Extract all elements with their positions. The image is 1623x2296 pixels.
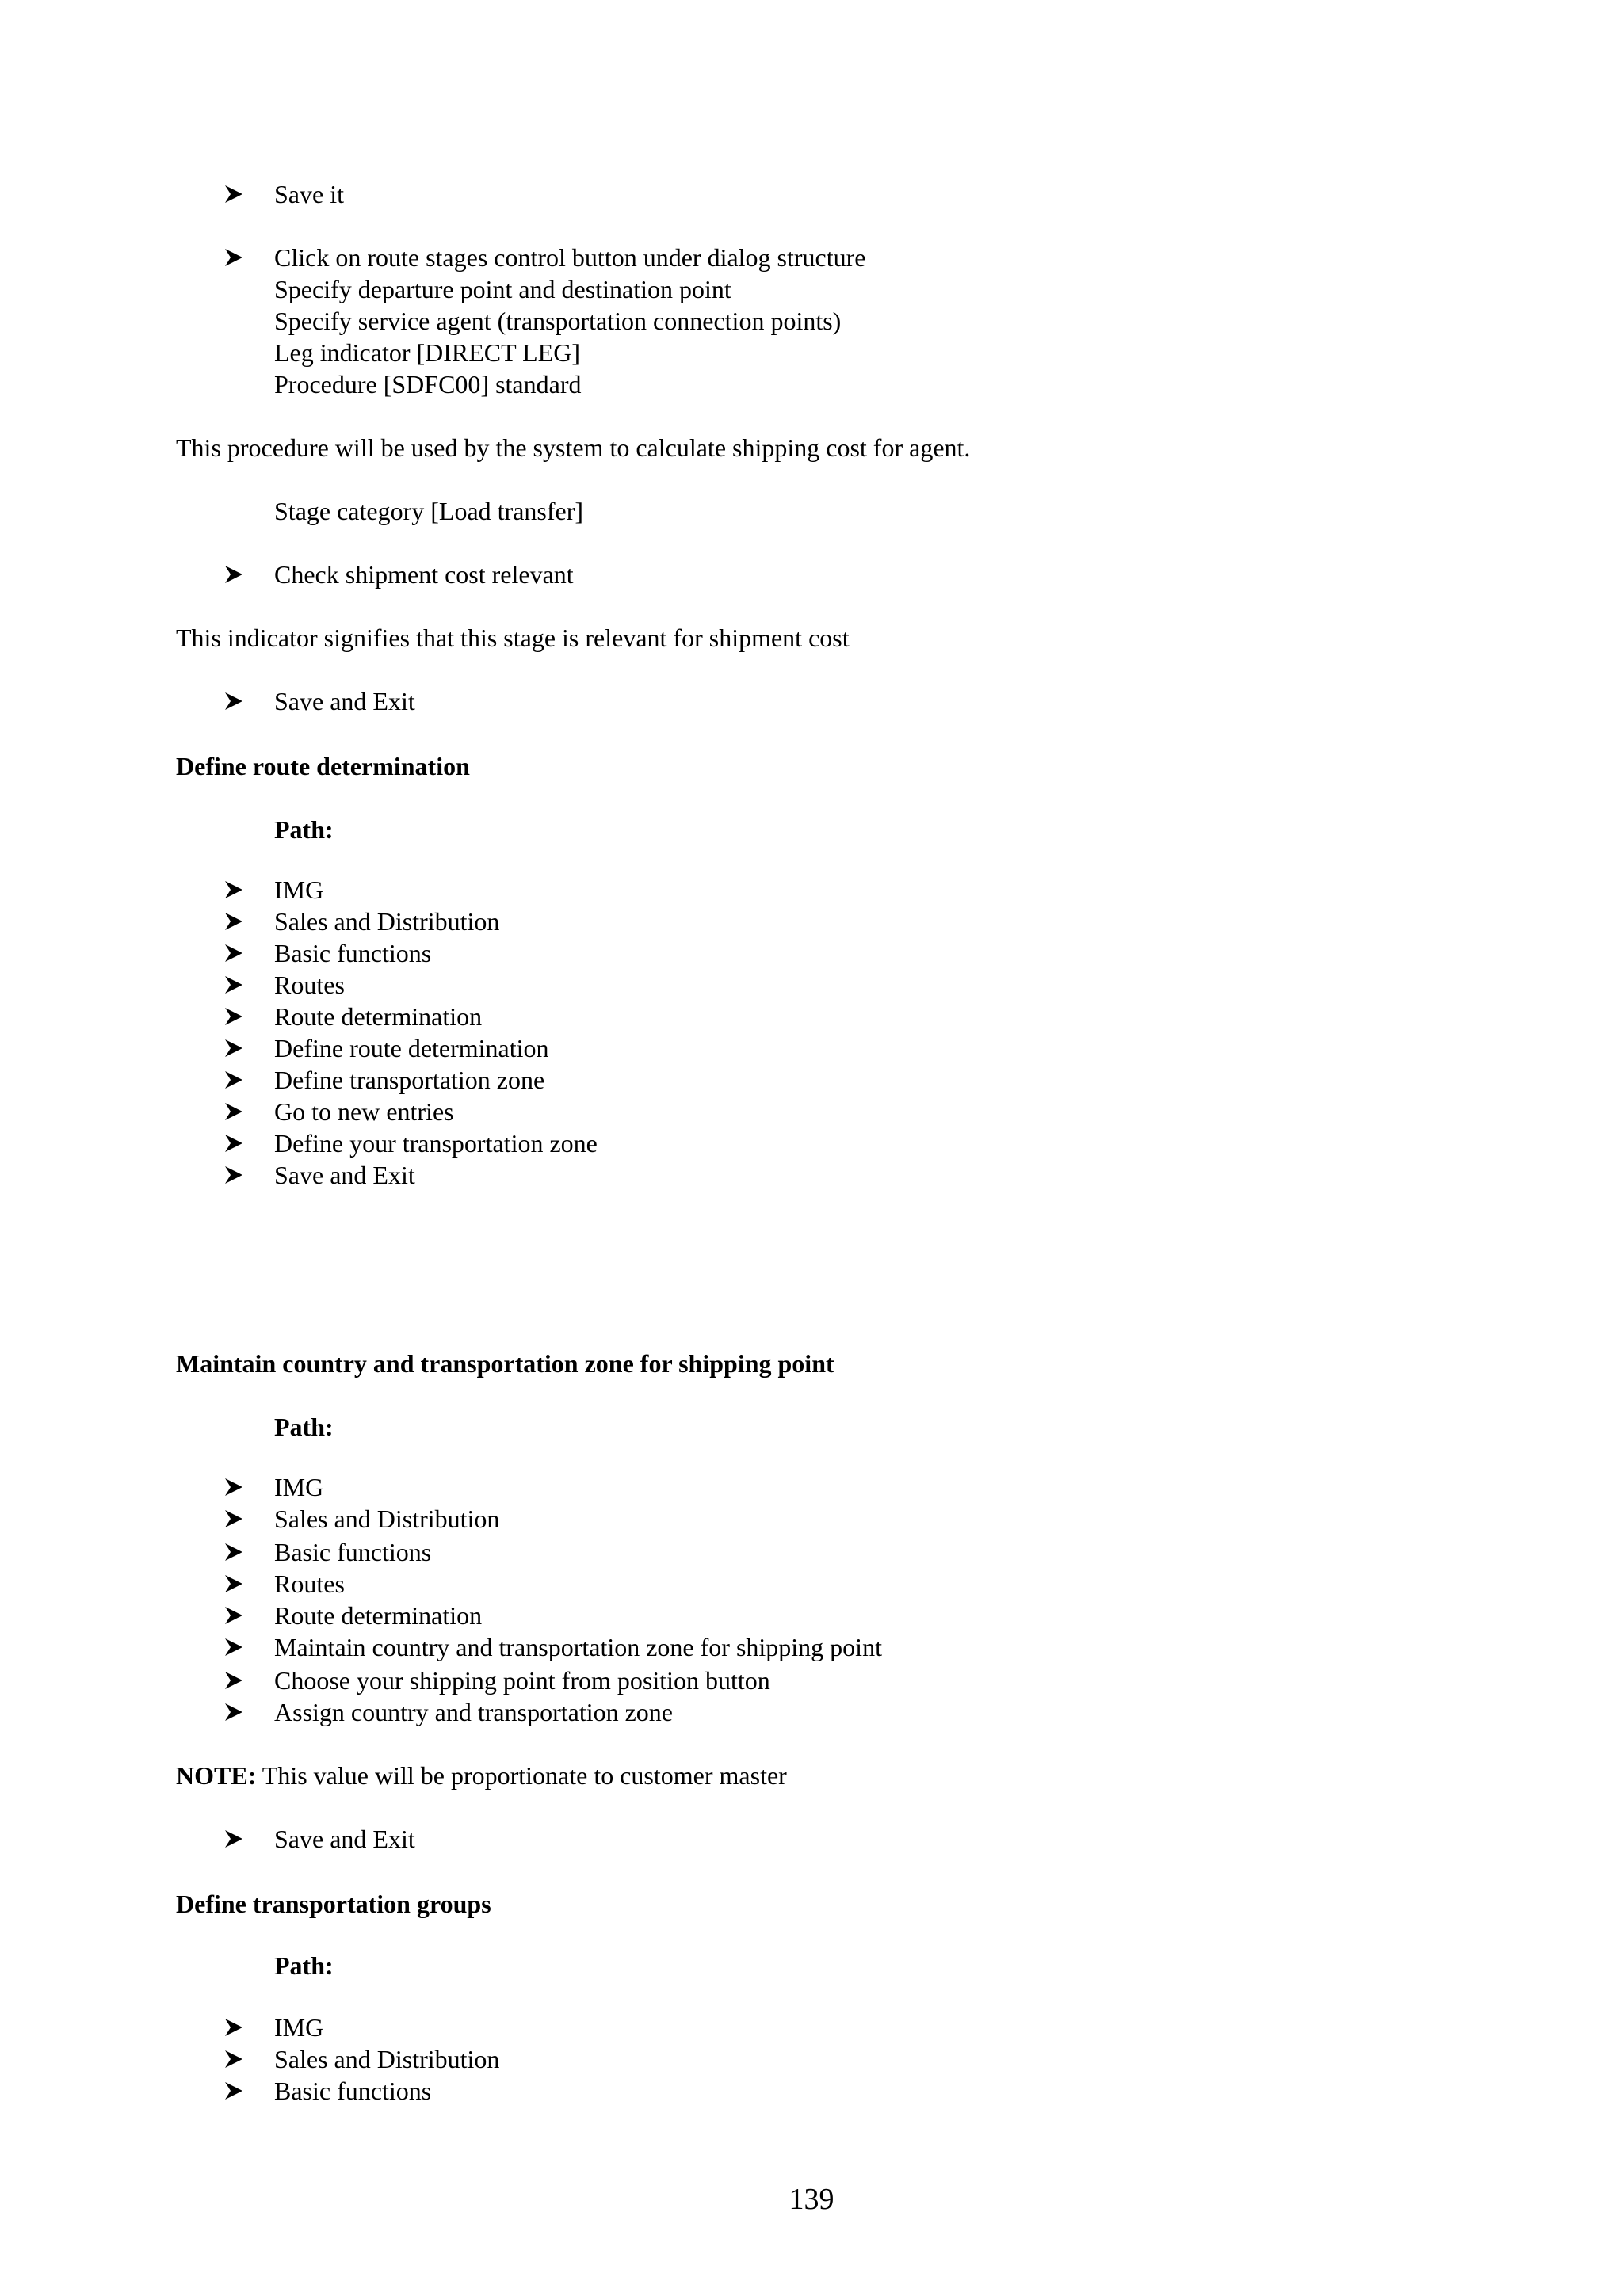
section-heading xyxy=(0,1889,1623,1919)
paragraph xyxy=(0,623,1623,653)
bullet-item xyxy=(0,1632,1623,1662)
bullet-item xyxy=(0,1128,1623,1158)
bullet-item xyxy=(0,2076,1623,2106)
arrowhead-bullet-icon xyxy=(223,1827,247,1857)
indented-text: Procedure [SDFC00] standard xyxy=(274,370,582,399)
bullet-item xyxy=(0,1504,1623,1534)
paragraph-text: This procedure will be used by the system to calculate shipping cost for agent. xyxy=(176,433,971,462)
bullet-item xyxy=(0,2012,1623,2042)
bullet-item xyxy=(0,1537,1623,1567)
arrowhead-bullet-icon xyxy=(223,1700,247,1730)
bullet-text: Save it xyxy=(274,180,344,208)
path-label-text: Path: xyxy=(274,1951,334,1980)
bullet-item xyxy=(0,1824,1623,1854)
bullet-text: Basic functions xyxy=(274,1538,432,1566)
bullet-text: Click on route stages control button under dialog structure xyxy=(274,243,866,272)
arrowhead-bullet-icon xyxy=(223,1507,247,1537)
bullet-text: Define your transportation zone xyxy=(274,1129,598,1158)
arrowhead-bullet-icon xyxy=(223,1163,247,1193)
heading-text: Define transportation groups xyxy=(176,1890,491,1918)
bullet-item xyxy=(0,938,1623,968)
bullet-item xyxy=(0,559,1623,589)
arrowhead-bullet-icon xyxy=(223,1131,247,1161)
bullet-text: Sales and Distribution xyxy=(274,907,500,936)
bullet-text: Sales and Distribution xyxy=(274,2045,500,2073)
indented-line xyxy=(0,306,1623,336)
arrowhead-bullet-icon xyxy=(223,1604,247,1634)
path-label xyxy=(0,1412,1623,1442)
note-paragraph xyxy=(0,1760,1623,1791)
arrowhead-bullet-icon xyxy=(223,910,247,940)
paragraph-text: This indicator signifies that this stage is relevant for shipment cost xyxy=(176,624,850,652)
arrowhead-bullet-icon xyxy=(223,973,247,1003)
bullet-item xyxy=(0,970,1623,1000)
bullet-item xyxy=(0,179,1623,209)
bullet-text: Sales and Distribution xyxy=(274,1505,500,1533)
bullet-item xyxy=(0,1472,1623,1502)
bullet-text: Save and Exit xyxy=(274,1825,415,1853)
arrowhead-bullet-icon xyxy=(223,1036,247,1066)
bullet-text: IMG xyxy=(274,2013,324,2042)
bullet-item xyxy=(0,1160,1623,1190)
note-text-wrap xyxy=(176,1760,787,1791)
bullet-item xyxy=(0,1665,1623,1695)
indented-line xyxy=(0,369,1623,399)
arrowhead-bullet-icon xyxy=(223,1100,247,1130)
bullet-item xyxy=(0,906,1623,936)
path-label-text: Path: xyxy=(274,815,334,844)
note-text: This value will be proportionate to customer master xyxy=(256,1761,787,1790)
page-number: 139 xyxy=(789,2183,834,2216)
bullet-item xyxy=(0,1001,1623,1032)
bullet-item xyxy=(0,2044,1623,2074)
bullet-item xyxy=(0,875,1623,905)
arrowhead-bullet-icon xyxy=(223,2079,247,2109)
bullet-item xyxy=(0,686,1623,716)
arrowhead-bullet-icon xyxy=(223,1572,247,1602)
bullet-text: Basic functions xyxy=(274,939,432,967)
bullet-item xyxy=(0,1697,1623,1727)
bullet-text: Basic functions xyxy=(274,2077,432,2105)
bullet-text: Route determination xyxy=(274,1601,483,1630)
arrowhead-bullet-icon xyxy=(223,2016,247,2046)
heading-text: Maintain country and transportation zone for shipping point xyxy=(176,1349,834,1378)
indented-line xyxy=(0,338,1623,368)
bullet-text: IMG xyxy=(274,875,324,904)
heading-text: Define route determination xyxy=(176,752,470,780)
section-heading xyxy=(0,1348,1623,1379)
note-label: NOTE: xyxy=(176,1761,257,1790)
bullet-text: Go to new entries xyxy=(274,1097,454,1126)
arrowhead-bullet-icon xyxy=(223,1669,247,1699)
bullet-text: Routes xyxy=(274,971,345,999)
bullet-item xyxy=(0,1569,1623,1599)
arrowhead-bullet-icon xyxy=(223,878,247,908)
arrowhead-bullet-icon xyxy=(223,2047,247,2077)
arrowhead-bullet-icon xyxy=(223,1475,247,1505)
bullet-item xyxy=(0,1065,1623,1095)
bullet-text: Save and Exit xyxy=(274,1161,415,1189)
bullet-item xyxy=(0,1097,1623,1127)
indented-text: Specify departure point and destination point xyxy=(274,275,731,303)
bullet-text: Choose your shipping point from position button xyxy=(274,1666,770,1695)
arrowhead-bullet-icon xyxy=(223,246,247,276)
arrowhead-bullet-icon xyxy=(223,182,247,212)
bullet-text: Define transportation zone xyxy=(274,1066,545,1094)
path-label-text: Path: xyxy=(274,1413,334,1441)
arrowhead-bullet-icon xyxy=(223,563,247,593)
bullet-item xyxy=(0,1600,1623,1630)
arrowhead-bullet-icon xyxy=(223,1005,247,1035)
bullet-text: Assign country and transportation zone xyxy=(274,1698,673,1726)
bullet-text: Route determination xyxy=(274,1002,483,1031)
indented-line xyxy=(0,274,1623,304)
arrowhead-bullet-icon xyxy=(223,1540,247,1570)
path-label xyxy=(0,814,1623,845)
arrowhead-bullet-icon xyxy=(223,941,247,971)
bullet-text: Save and Exit xyxy=(274,687,415,715)
indented-text: Leg indicator [DIRECT LEG] xyxy=(274,338,580,367)
arrowhead-bullet-icon xyxy=(223,1068,247,1098)
indented-text: Specify service agent (transportation connection points) xyxy=(274,307,842,335)
paragraph xyxy=(0,433,1623,463)
bullet-text: Check shipment cost relevant xyxy=(274,560,574,589)
bullet-item xyxy=(0,1033,1623,1063)
bullet-text: Routes xyxy=(274,1569,345,1598)
indented-text: Stage category [Load transfer] xyxy=(274,497,584,525)
path-label xyxy=(0,1951,1623,1981)
bullet-item xyxy=(0,242,1623,273)
arrowhead-bullet-icon xyxy=(223,1635,247,1665)
bullet-text: IMG xyxy=(274,1473,324,1501)
bullet-text: Define route determination xyxy=(274,1034,549,1062)
arrowhead-bullet-icon xyxy=(223,689,247,719)
indented-line xyxy=(0,496,1623,526)
bullet-text: Maintain country and transportation zone for shipping point xyxy=(274,1633,882,1661)
section-heading xyxy=(0,751,1623,781)
